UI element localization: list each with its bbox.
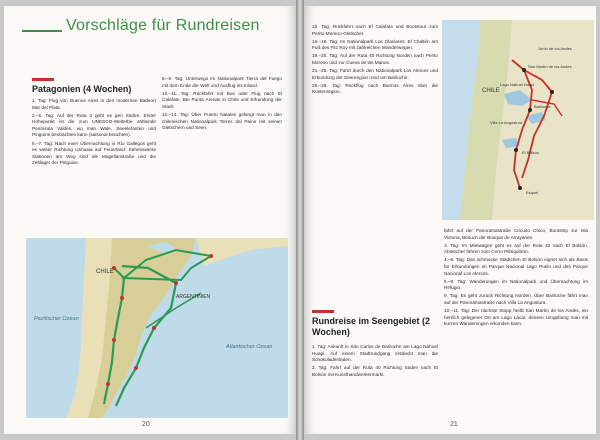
paragraph: 8.–9. Tag: Unterwegs im Nationalpark Tierra del Fuego mit dem Ende der Welt und Ausflug ins Inland. bbox=[162, 76, 282, 88]
map-label-chile: CHILE bbox=[96, 269, 114, 275]
lake-district-map bbox=[442, 20, 594, 220]
text-column-left-1 bbox=[32, 98, 156, 168]
paragraph: 15. Tag: Rückfahrt nach El Calafate und Bootstour zum Perito-Moreno-Gletscher. bbox=[312, 24, 438, 36]
text-column-right-2 bbox=[444, 228, 588, 329]
patagonia-map bbox=[26, 238, 288, 418]
section-heading-patagonia: Patagonien (4 Wochen) bbox=[32, 84, 132, 94]
paragraph: 9. Tag: Es geht zurück Richtung Norden. Über Bariloche fährt man auf der Panoramastraße nach Villa La Angostura. bbox=[444, 293, 588, 305]
page-title: Vorschläge für Rundreisen bbox=[66, 17, 260, 34]
book-gutter bbox=[296, 0, 304, 440]
map-label-villa-angostura: Villa La Angostura bbox=[490, 120, 523, 125]
paragraph: 10.–11. Tag: Der nächste Stopp heißt San Martín de los Andes, ein herrlich gelegener Ort am Lago Lácar, dessen Umgebung man mit kurzen Wanderungen erkunden kann. bbox=[444, 308, 588, 327]
map-label-bariloche: Bariloche bbox=[534, 104, 551, 109]
paragraph: 2.–5. Tag: Auf der Ruta 3 geht es gen Süden. Erster Höhepunkt ist die zum UNESCO-Welterbe zählende Península Valdés, wo man Wale, Seeelefanten und Pinguine beobachten kann (saisonal beachten). bbox=[32, 112, 156, 138]
map-label-pacific: Pazifischer Ozean bbox=[34, 316, 79, 322]
map-label-el-bolson: El Bolsón bbox=[522, 150, 539, 155]
section-rule-lakes bbox=[312, 310, 334, 313]
left-page bbox=[4, 6, 296, 434]
text-column-right-1 bbox=[312, 24, 438, 97]
section-heading-lakes: Rundreise im Seengebiet (2 Wochen) bbox=[312, 316, 431, 337]
paragraph: 6.–7. Tag: Nach einer Übernachtung in Río Gallegos geht es weiter Richtung Ushuaia auf Feuerland. Sehenswerte Stationen am Weg sind die Magellanstraße und die Zeltlager der Pinguine. bbox=[32, 140, 156, 166]
title-rule bbox=[22, 30, 62, 32]
paragraph: 1. Tag: Flug von Buenos Aires in den modernen Badeort Mar del Plata. bbox=[32, 98, 156, 110]
paragraph: 19.–20. Tag: Auf der Ruta 40 Richtung Norden nach Perito Moreno und zur Cueva de las Manos. bbox=[312, 53, 438, 65]
paragraph: 6.–8. Tag: Wanderungen im Nationalpark und Übernachtung im Refugio. bbox=[444, 278, 588, 291]
map-label-argentina: ARGENTINIEN bbox=[176, 294, 211, 300]
section-rule-patagonia bbox=[32, 78, 54, 81]
paragraph: 26.–28. Tag: Rückflug nach Buenos Aires über die Küstenregion. bbox=[312, 82, 438, 95]
paragraph: 10.–11. Tag: Rückfahrt mit Bus oder Flug nach El Calafate. Bei Punta Arenas in Chile und Erkundung der Stadt. bbox=[162, 90, 282, 109]
map-label-esquel: Esquel bbox=[526, 190, 539, 195]
right-page bbox=[304, 6, 596, 434]
paragraph: 21.–25. Tag: Fahrt durch den Nationalpark Los Alerces und Erkundung der Seenregion rund um Bariloche. bbox=[312, 68, 438, 80]
map-label-atlantic: Atlantischer Ozean bbox=[226, 344, 273, 350]
page-number-right: 21 bbox=[450, 421, 458, 428]
paragraph: 16.–18. Tag: Im Nationalpark Los Glaciares: El Chaltén am Fuß des Fitz Roy mit zahlreichen Wanderwegen. bbox=[312, 38, 438, 51]
text-column-right-lakes bbox=[312, 344, 438, 380]
map-label-san-martin: San Martín de los Andes bbox=[528, 64, 572, 69]
map-label-lake: Lago Nahuel Huapi bbox=[500, 82, 535, 87]
text-column-left-2 bbox=[162, 76, 282, 133]
paragraph: 1. Tag: Ankunft in San Carlos de Bariloche am Lago Nahuel Huapi. Auf einem Stadtrundgang entdeckt man die Schokoladenläden. bbox=[312, 344, 438, 363]
page-number-left: 20 bbox=[142, 421, 150, 428]
paragraph: 3. Tag: Im Mietwagen geht es auf der Ruta 40 nach El Bolsón. Abstecher führen zum Cerro Piltriquitrón. bbox=[444, 242, 588, 255]
paragraph: 12.–14. Tag: Über Puerto Natales gelangt man in den chilenischen Nationalpark Torres del Paine mit seinen Gletschern und Seen. bbox=[162, 111, 282, 131]
map-label-junin: Junín de los Andes bbox=[538, 46, 572, 51]
paragraph: fahrt auf der Panoramastraße Circuito Chico, Bootstrip zur Isla Victoria, Besuch der Bosque de Arrayanes. bbox=[444, 228, 588, 240]
paragraph: 4.–5. Tag: Das schmucke Städtchen El Bolsón eignet sich als Basis für Erkundungen im Parque Nacional Lago Puelo und des Parque Nacional Los Alerces. bbox=[444, 257, 588, 276]
paragraph: 2. Tag: Fahrt auf der Ruta 40 Richtung Süden nach El Bolsón mit Kunsthandwerkermarkt. bbox=[312, 365, 438, 377]
map-label-chile: CHILE bbox=[482, 88, 500, 94]
